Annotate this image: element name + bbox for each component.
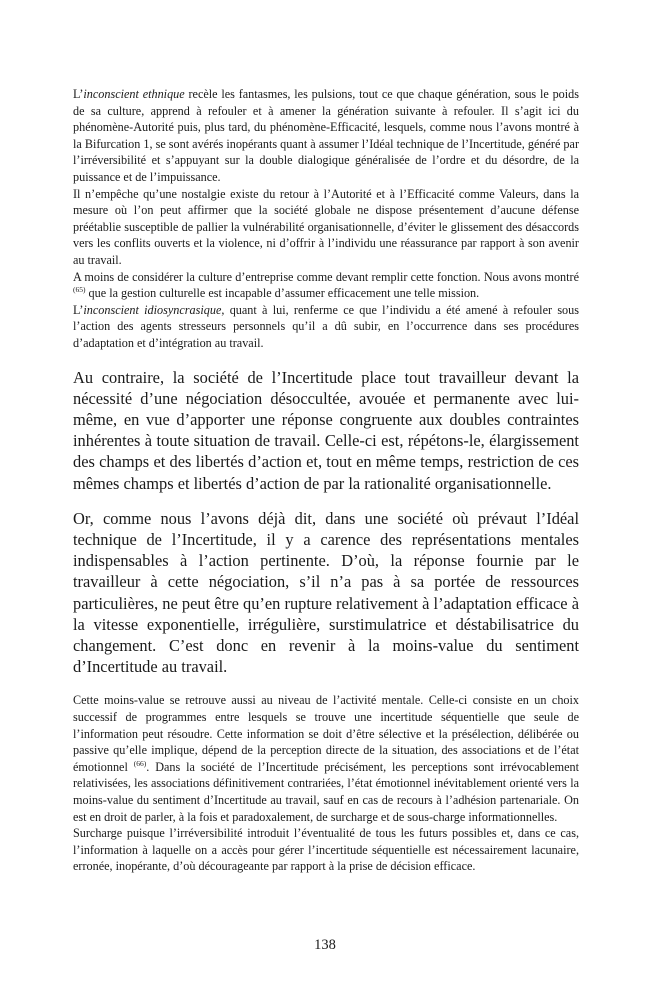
text-run: Au contraire, la société de l’Incertitude place tout travailleur devant la nécessité d’une négociation désoccultée, avouée et permanente avec lui-même, en vue d’apporter une réponse congruente aux doubles contraintes inhérentes à toute situation de travail. Celle-ci est, répétons-le, élargissement des champs et des libertés d’action et, tout en même temps, restriction de ces mêmes champs et libertés d’action de par la rationalité organisationnelle. xyxy=(73,367,579,493)
text-run: Cette moins-value se retrouve aussi au niveau de l’activité mentale. Celle-ci consiste en un choix successif de programmes entre lesquels se trouve une incertitude séquentielle que seule de l’information peut résoudre. Cette information se doit d’être sélective et la présélection, délibérée ou passive qu’elle implique, dépend de la perception directe de la situation, des associations et de l’état émotionnel xyxy=(73,693,579,774)
paragraph-inconscient-idiosyncrasique xyxy=(73,302,579,352)
text-run: L’ xyxy=(73,87,84,101)
document-page xyxy=(73,86,579,875)
paragraph-nostalgie xyxy=(73,186,579,269)
paragraph-or-comme xyxy=(73,508,579,678)
paragraph-moins-value xyxy=(73,692,579,825)
italic-term: inconscient idiosyncrasique xyxy=(83,302,222,317)
paragraph-au-contraire xyxy=(73,367,579,494)
text-run: que la gestion culturelle est incapable d’assumer efficacement une telle mission. xyxy=(85,286,480,301)
text-run: Or, comme nous l’avons déjà dit, dans une société où prévaut l’Idéal technique de l’Incertitude, il y a carence des représentations mentales indispensables à l’action pertinente. D’où, la réponse fournie par le travailleur à cette négociation, s’il n’a pas à sa portée de ressources particulières, ne peut être qu’en rupture relativement à l’adaptation efficace à la vitesse exponentielle, irrégulière, surstimulatrice et déstabilisatrice du changement. C’est donc en revenir à la moins-value du sentiment d’Incertitude au travail. xyxy=(73,508,579,677)
text-run: . Dans la société de l’Incertitude précisément, les perceptions sont irrévocablement relativisées, les associations définitivement contrariées, l’état émotionnel inévitablement orienté vers la moins-value du sentiment d’Incertitude au travail, sauf en cas de recours à l’adhésion partenariale. On est en droit de parler, à la fois et paradoxalement, de surcharge et de sous-charge informationnelles. xyxy=(73,759,579,824)
text-run: recèle les fantasmes, les pulsions, tout ce que chaque génération, sous le poids de sa culture, apprend à refouler et à amener la génération suivante à refouler. Il s’agit ici du phénomène-Autorité puis, plus tard, du phénomène-Efficacité, lesquels, comme nous l’avons montré à la Bifurcation 1, se sont avérés inopérants quant à assumer l’Idéal technique de l’Incertitude, généré par l’irréversibilité et s’appuyant sur la double dialogique généralisée de l’ordre et du désordre, de la puissance et de l’impuissance. xyxy=(73,87,579,184)
footnote-reference: (65) xyxy=(73,285,86,295)
paragraph-inconscient-ethnique xyxy=(73,86,579,186)
text-run: , quant à lui, renferme ce que l’individu a été amené à refouler sous l’action des agents stresseurs personnels qu’il a dû subir, en l’occurrence dans ses procédures d’adaptation et d’intégration au travail. xyxy=(73,302,579,350)
paragraph-surcharge xyxy=(73,825,579,875)
text-run: Surcharge puisque l’irréversibilité introduit l’éventualité de tous les futurs possibles et, dans ce cas, l’information à laquelle on a accès pour gérer l’incertitude séquentielle est nécessairement lacunaire, erronée, inopérante, d’où décourageante par rapport à la prise de décision efficace. xyxy=(73,826,579,874)
paragraph-culture-entreprise xyxy=(73,269,579,302)
footnote-reference: (66) xyxy=(133,758,147,768)
page-number: 138 xyxy=(314,937,336,953)
italic-term: inconscient ethnique xyxy=(83,87,185,101)
text-run: A moins de considérer la culture d’entreprise comme devant remplir cette fonction. Nous avons montré xyxy=(73,269,579,284)
text-run: L’ xyxy=(73,302,84,317)
text-run: Il n’empêche qu’une nostalgie existe du retour à l’Autorité et à l’Efficacité comme Valeurs, dans la mesure où l’on peut affirmer que la société globale ne dispose présentement d’aucune défense préétablie susceptible de pallier la vulnérabilité organisationnelle, d’éviter le glissement des désaccords vers les conflits ouverts et la violence, ni d’offrir à l’individu une réassurance par rapport à son avenir au travail. xyxy=(73,186,579,267)
